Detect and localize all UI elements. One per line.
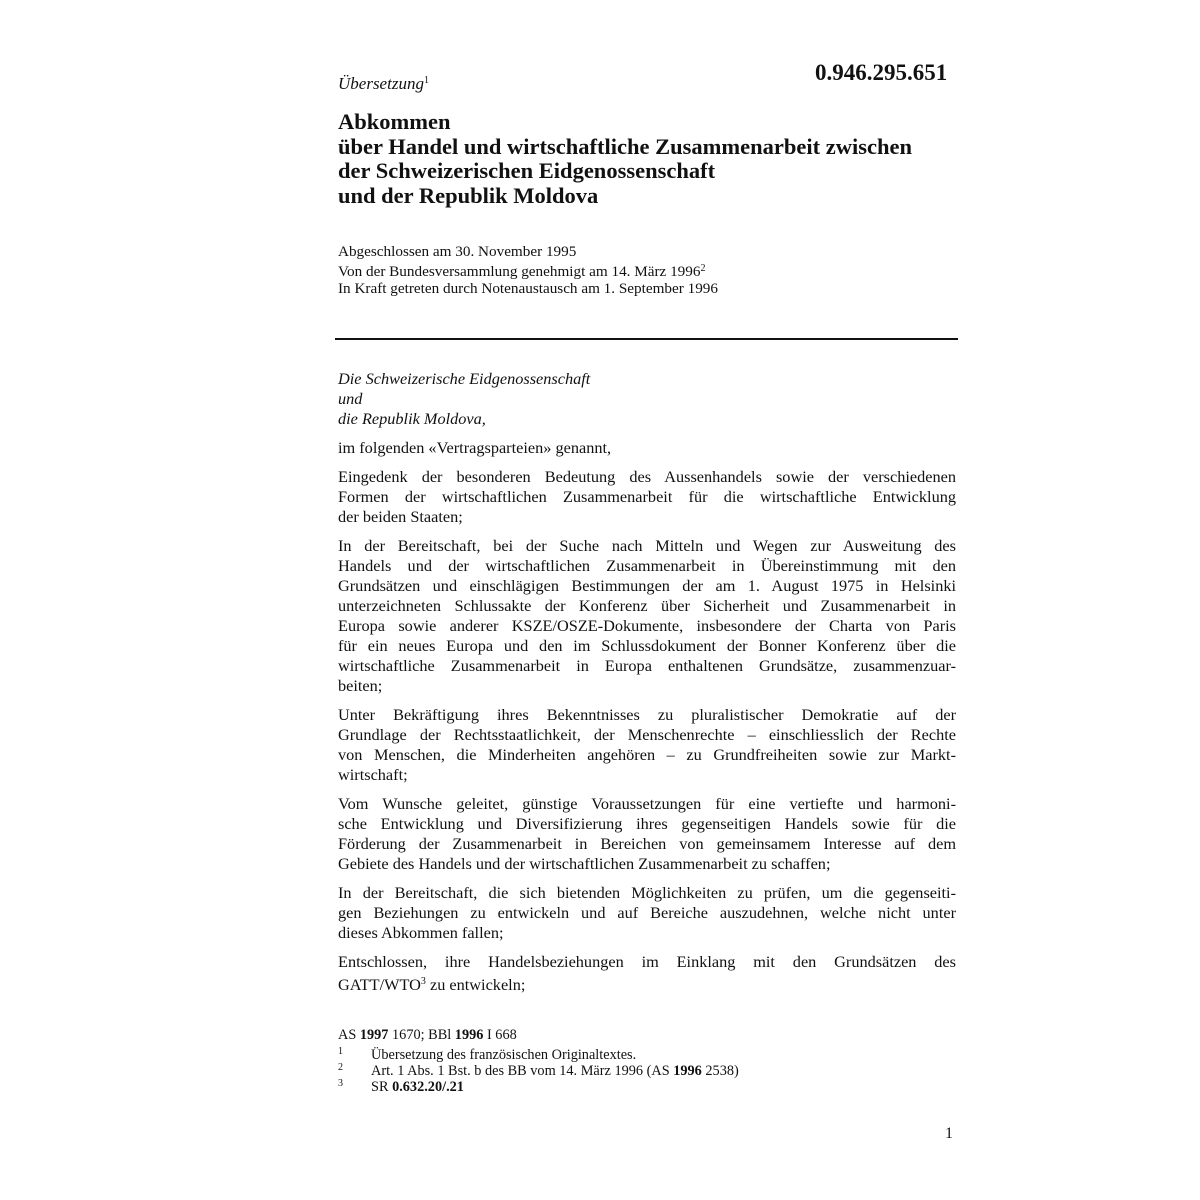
title-line: über Handel und wirtschaftliche Zusammenarbeit zwischen: [338, 133, 912, 159]
document-metadata: [338, 243, 718, 297]
party-conjunction: und: [338, 389, 363, 408]
preamble-paragraph: [338, 438, 956, 458]
title-line: Abkommen: [338, 109, 451, 134]
text-line: In der Bereitschaft, bei der Suche nach Mitteln und Wegen zur Ausweitung des: [338, 535, 956, 555]
text-line: sche Entwicklung und Diversifizierung ihres gegenseitigen Handels sowie für die: [338, 813, 956, 833]
text-line: Gebiete des Handels und der wirtschaftlichen Zusammenarbeit zu schaffen;: [338, 854, 831, 874]
footnote-ref-1: 1: [423, 75, 429, 86]
document-title: [338, 110, 978, 208]
text-line: Förderung der Zusammenarbeit in Bereichen von gemeinsamem Interesse auf dem: [338, 834, 956, 854]
text-line: im folgenden «Vertragsparteien» genannt,: [338, 438, 612, 457]
footnote-number: 3: [338, 1078, 343, 1089]
preamble-paragraph: [338, 705, 956, 785]
footnote-number: 2: [338, 1062, 343, 1073]
text-line: Handels und der wirtschaftlichen Zusammenarbeit in Übereinstimmung mit den: [338, 555, 956, 575]
concluded-date: Abgeschlossen am 30. November 1995: [338, 243, 577, 260]
text-line: Formen der wirtschaftlichen Zusammenarbeit für die wirtschaftliche Entwicklung: [338, 486, 956, 506]
horizontal-rule: [335, 338, 958, 340]
party-moldova: die Republik Moldova,: [338, 409, 486, 428]
footnote-ref-2: 2: [700, 263, 706, 274]
text-line: GATT/WTO$^3$ zu entwickeln;: [338, 974, 526, 994]
sr-number: 0.946.295.651: [815, 60, 948, 85]
text-line: der beiden Staaten;: [338, 506, 463, 526]
footnote-ref-3: 3: [420, 975, 426, 987]
footnote-text: Übersetzung des französischen Originaltextes.: [371, 1047, 637, 1063]
footnote-number: 1: [338, 1046, 343, 1057]
translation-label: Übersetzung$^1$: [338, 74, 429, 93]
title-line: und der Republik Moldova: [338, 182, 599, 208]
text-line: Europa sowie anderer KSZE/OSZE-Dokumente, insbesondere der Charta von Paris: [338, 615, 956, 635]
party-switzerland: Die Schweizerische Eidgenossenschaft: [338, 369, 591, 388]
text-line: Eingedenk der besonderen Bedeutung des Aussenhandels sowie der verschiedenen: [338, 466, 956, 486]
text-line: Unter Bekräftigung ihres Bekenntnisses zu pluralistischer Demokratie auf der: [338, 704, 956, 724]
title-line: der Schweizerischen Eidgenossenschaft: [338, 158, 716, 183]
entry-into-force: In Kraft getreten durch Notenaustausch am 1. September 1996: [338, 280, 718, 297]
text-line: gen Beziehungen zu entwickeln und auf Bereiche auszudehnen, welche nicht unter: [338, 902, 956, 922]
official-publication-reference: AS 1997 1670; BBl 1996 I 668: [338, 1027, 517, 1043]
text-line: In der Bereitschaft, die sich bietenden Möglichkeiten zu prüfen, um die gegenseiti-: [338, 882, 956, 902]
preamble-paragraph: [338, 536, 956, 697]
text-line: Grundlage der Rechtsstaatlichkeit, der Menschenrechte – einschliesslich der Rechte: [338, 725, 956, 744]
preamble-paragraph: [338, 952, 956, 992]
text-line: Entschlossen, ihre Handelsbeziehungen im Einklang mit den Grundsätzen des: [338, 951, 956, 971]
preamble-paragraph: [338, 794, 956, 874]
text-line: wirtschaft;: [338, 765, 408, 785]
text-line: für ein neues Europa und den im Schlussdokument der Bonner Konferenz über die: [338, 636, 956, 656]
text-line: beiten;: [338, 676, 383, 696]
text-line: Vom Wunsche geleitet, günstige Voraussetzungen für eine vertiefte und harmoni-: [338, 793, 956, 813]
text-line: wirtschaftliche Zusammenarbeit in Europa enthaltenen Grundsätze, zusammenzuar-: [338, 656, 956, 676]
page-number: 1: [945, 1125, 953, 1142]
preamble-body: [338, 438, 956, 1001]
text-line: unterzeichneten Schlussakte der Konferenz über Sicherheit und Zusammenarbeit in: [338, 595, 956, 615]
text-line: dieses Abkommen fallen;: [338, 923, 504, 943]
footnote-text: SR 0.632.20/.21: [371, 1079, 464, 1095]
preamble-paragraph: [338, 883, 956, 943]
footnote-text: Art. 1 Abs. 1 Bst. b des BB vom 14. März 1996 (AS 1996 2538): [371, 1063, 739, 1079]
text-line: Grundsätzen und einschlägigen Bestimmungen der am 1. August 1975 in Helsinki: [338, 575, 956, 595]
text-line: von Menschen, die Minderheiten angehören – zu Grundfreiheiten sowie zur Markt-: [338, 745, 956, 765]
preamble-paragraph: [338, 467, 956, 527]
approval-date: Von der Bundesversammlung genehmigt am 14. März 1996$^2$: [338, 263, 706, 280]
contracting-parties: [338, 369, 590, 429]
